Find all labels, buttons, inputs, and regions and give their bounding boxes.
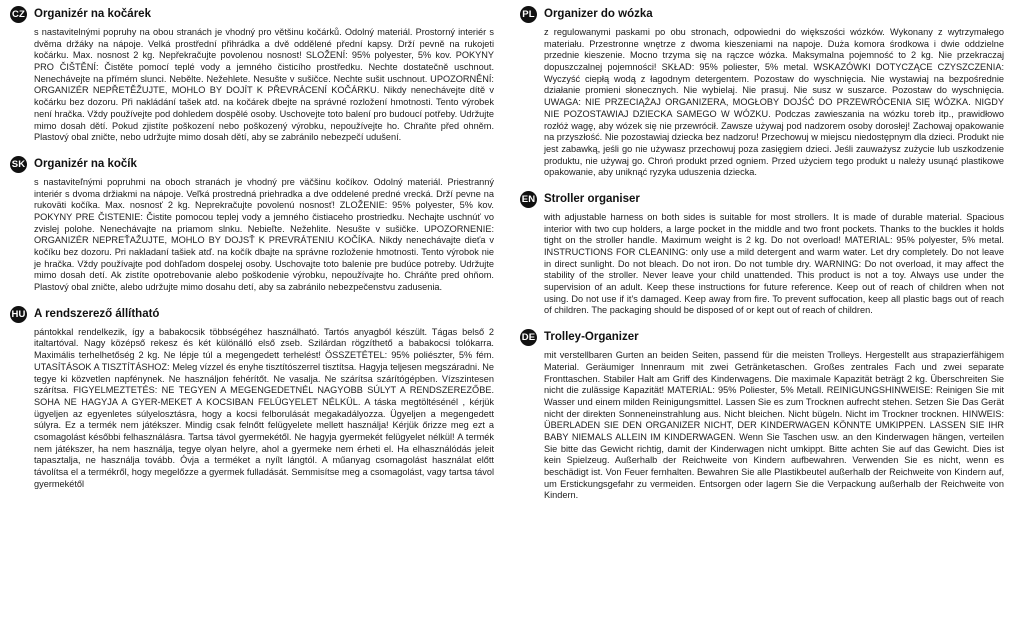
language-badge-sk: SK [10,156,27,173]
section-header-sk [10,156,494,173]
section-title-de: Trolley-Organizer [544,331,639,344]
section-cz [10,6,494,144]
left-column [10,6,494,614]
section-title-hu: A rendszerező állítható [34,307,160,320]
two-column-layout [10,6,1014,614]
section-header-pl [520,6,1004,23]
section-pl [520,6,1004,179]
section-header-hu [10,306,494,323]
section-header-de [520,329,1004,346]
section-title-cz: Organizér na kočárek [34,8,151,21]
section-sk [10,156,494,294]
section-header-cz [10,6,494,23]
language-badge-cz: CZ [10,6,27,23]
section-header-en [520,191,1004,208]
right-column [520,6,1004,614]
section-en [520,191,1004,317]
section-body-de: mit verstellbaren Gurten an beiden Seiten, passend für die meisten Trolleys. Hergestellt aus strapazierfähigem Material. Geräumiger Innenraum mit zwei Getränketaschen. Großes zentrales Fach und zwei separate Fronttaschen. Stabiler Halt am Griff des Kinderwagens. Die maximale Kapazität beträgt 2 kg. Überschreiten Sie nicht die zulässige Kapazität! MATERIAL: 95% Poliester, 5% Metall. REINIGUNGSHINWEISE: Reinigen Sie mit Wasser und einem milden Reinigungsmittel. Lassen Sie es zum Trocknen aufrecht stehen. Setzen Sie Das Gerät nicht der direkten Sonneneinstrahlung aus. Nicht bleichen. Nicht bügeln. Nicht im Trockner trocknen. HINWEIS: ÜBERLADEN SIE DEN ORGANIZER NICHT, DER KINDERWAGEN KÖNNTE UMKIPPEN. LASSEN SIE IHR BABY NIEMALS ALLEIN IM KINDERWAGEN. Wenn Sie Taschen usw. an den Kinderwagen hängen, verteilen Sie bitte das Gewicht richtig, damit der Kinderwagen nicht umkippt. Bitte achten Sie auf das Gewicht. Dies ist kein Spielzeug. Außerhalb der Reichweite von Kindern aufbewahren. Verwenden Sie es nicht, wenn es beschädigt ist. Von Feuer fernhalten. Bewahren Sie alle Plastikbeutel außerhalb der Reichweite von Kindern auf, um Erstickungsgefahr zu vermeiden. Entsorgen oder lagern Sie die Verpackung außerhalb der Reichweite von Kindern. [544,350,1004,501]
section-de [520,329,1004,502]
language-badge-hu: HU [10,306,27,323]
section-title-pl: Organizer do wózka [544,8,653,21]
section-body-cz: s nastavitelnými popruhy na obou stranách je vhodný pro většinu kočárků. Odolný materiál. Prostorný interiér s dvěma držáky na nápoje. Velká prostřední přihrádka a dvě oddělené přední kapsy. Drží pevně na rukojeti kočárku. Max. nosnost 2 kg. Nepřekračujte povolenou nosnost! SLOŽENÍ: 95% polyester, 5% kov. POKYNY PRO ČIŠTĚNÍ: Čistěte pomocí teplé vody a jemného čisticího prostředku. Nechte dostatečně uschnout. Nenechávejte na přímém slunci. Nebělte. Nežehlete. Nesušte v sušičce. Nechte sušit uschnout. UPOZORNĚNÍ: ORGANIZÉR NEPŘETĚŽUJTE, MOHLO BY DOJÍT K PŘEVRÁCENÍ KOČÁRKU. Nikdy nenechávejte dítě v kočárku bez dozoru. Při nakládání tašek atd. na kočárek dbejte na správné rozložení hmotnosti. Tento výrobek není hračka. Vždy používejte pod dohledem dospělé osoby. Uschovejte toto balení pro budoucí potřeby. Udržujte mimo dosah dětí. Pokud zjistíte poškození nebo poškozený výrobku, nepoužívejte ho. Chraňte před ohněm. Plastový obal zničte, nebo udržujte mimo dosah dětí, aby se zabránilo nebezpečí udušení. [34,27,494,143]
language-badge-en: EN [520,191,537,208]
section-body-pl: z regulowanymi paskami po obu stronach, odpowiedni do większości wózków. Wykonany z wytrzymałego materiału. Przestronne wnętrze z dwoma kieszeniami na napoje. Duża komora środkowa i dwie oddzielne przednie kieszenie. Mocno trzyma się na rączce wózka. Maksymalna pojemność to 2 kg. Nie przekraczaj dopuszczalnej pojemności! SKŁAD: 95% poliester, 5% metal. WSKAZÓWKI DOTYCZĄCE CZYSZCZENIA: Wyczyść ciepłą wodą z łagodnym detergentem. Pozostaw do wyschnięcia. Nie wystawiaj na bezpośrednie działanie promieni słonecznych. Nie wybielaj. Nie prasuj. Nie susz w suszarce. Pozostaw do wyschnięcia. UWAGA: NIE PRZECIĄŻAJ ORGANIZERA, MOGŁOBY DOJŚĆ DO PRZEWRÓCENIA SIĘ WÓZKA. NIGDY NIE POZOSTAWIAJ DZIECKA SAMEGO W WÓZKU. Podczas zawieszania na wózku toreb itp., prawidłowo rozłóż wagę, aby wózek się nie przewrócił. Zawsze używaj pod nadzorem osoby dorosłej! Zachowaj opakowanie na przyszłość. Nie pozostawiaj dziecka bez nadzoru! Przechowuj w miejscu niedostępnym dla dzieci. Produkt nie jest zabawką, jeśli go nie używasz przechowuj poza zasięgiem dzieci. Jeśli zauważysz zużycie lub uszkodzenie produktu, nie używaj go. Chroń produkt przed ogniem. Przed użyciem tego produkt u należy usunąć plastikowe opakowanie, aby uniknąć ryzyka uduszenia dziecka. [544,27,1004,178]
section-hu [10,306,494,491]
language-badge-de: DE [520,329,537,346]
language-badge-pl: PL [520,6,537,23]
section-title-en: Stroller organiser [544,193,640,206]
section-title-sk: Organizér na kočík [34,158,137,171]
section-body-sk: s nastaviteľnými popruhmi na oboch stranách je vhodný pre väčšinu kočíkov. Odolný materiál. Priestranný interiér s dvoma držiakmi na nápoje. Veľká prostredná priehradka a dve oddelené predné vrecká. Drží pevne na rukoväti kočíka. Max. nosnosť 2 kg. Neprekračujte povolenú nosnosť! ZLOŽENIE: 95% polyester, 5% kov. POKYNY PRE ČISTENIE: Čistite pomocou teplej vody a jemného čistiaceho prostriedku. Nechajte uschnúť vo zvislej polohe. Nenechávajte na priamom slnku. Nebieľte. Nežehlite. Nesušte v sušičke. UPOZORNENIE: ORGANIZÉR NEPREŤAŽUJTE, MOHLO BY DOJSŤ K PREVRÁTENIU KOČÍKA. Nikdy nenechávajte dieťa v kočíku bez dozoru. Pri nakladaní tašiek atď. na kočík dbajte na správne rozloženie hmotnosti. Tento výrobok nie je hračka. Vždy používajte pod dohľadom dospelej osoby. Uschovajte toto balenie pre budúce potreby. Udržujte mimo dosah detí. Ak zistíte opotrebovanie alebo poškodenie výrobku, nepoužívajte ho. Chráňte pred ohňom. Plastový obal zničte, alebo udržujte mimo dosahu detí, aby sa zabránilo nebezpečenstvu zadusenia. [34,176,494,293]
section-body-hu: pántokkal rendelkezik, így a babakocsik többségéhez használható. Tartós anyagból készült. Tágas belső 2 italtartóval. Nagy középső rekesz és két különálló első zseb. Szilárdan rögzíthető a babakocsi tolókarra. Maximális terhelhetőség 2 kg. Ne lépje túl a megengedett terhelést! ÖSSZETÉTEL: 95% poliészter, 5% fém. UTASÍTÁSOK A TISZTÍTÁSHOZ: Meleg vízzel és enyhe tisztítószerrel tisztítsa. Hagyja teljesen megszáradni. Ne tegye ki közvetlen napfénynek. Ne használjon fehérítőt. Ne vasalja. Ne szárítsa szárítógépben. Vízszintesen szárítsa. FIGYELMEZTETÉS: NE TEGYEN A MEGENGEDETNÉL NAGYOBB SÚLYT A RENDSZEREZŐBE. SOHA NE HAGYJA A GYER-MEKET A KOCSIBAN FELÜGYELET NÉLKÜL. A táska megtöltésénél , kérjük ügyeljen az egyenletes súlyelosztásra, hogy a kocsi felborulását megakadályozza. Ügyeljen a megengedett súlyra. Ez a termék nem játékszer. Mindig csak felnőtt felügyelete mellett használja! Kérjük őrizze meg ezt a csomagolást későbbi felhasználásra. Tartsa távol gyermekétől. Ne hagyja gyermekét felügyelet nélkül! A termék nem játékszer, ha nem használja, tegye olyan helyre, ahol a gyermeke nem érheti el. Ha elhasználódás jeleit tapasztalja, ne használja tovább. Óvja a terméket a nyílt lángtól. A műanyag csomagolást használat előtt távolítsa el a termékről, hogy megelőzze a gyermek fulladását. Semmisítse meg a csomagolást, vagy tartsa távol gyermekétől [34,326,494,489]
section-body-en: with adjustable harness on both sides is suitable for most strollers. It is made of durable material. Spacious interior with two cup holders, a large pocket in the middle and two front pockets. Thanks to the buckles it holds tight on the stroller handle. Maximum weight is 2 kg. Do not overload! MATERIAL: 95% polyester, 5% metal. INSTRUCTIONS FOR CLEANING: only use a mild detergent and warm water. Let dry completely. Do not leave in direct sunlight. Do not bleach. Do not iron. Do not tumble dry. WARNING: Do not overload, it may affect the stability of the stroller. Never leave your child unattended. This product is not a toy. Always use under the supervision of an adult. Keep these instructions for future reference. Keep out of reach of children when not using. Do not use if it's damaged. Keep away from fire. To prevent suffocation, keep all plastic bags out of reach of children. The packaging should be disposed of or kept out of reach of children. [544,211,1004,316]
